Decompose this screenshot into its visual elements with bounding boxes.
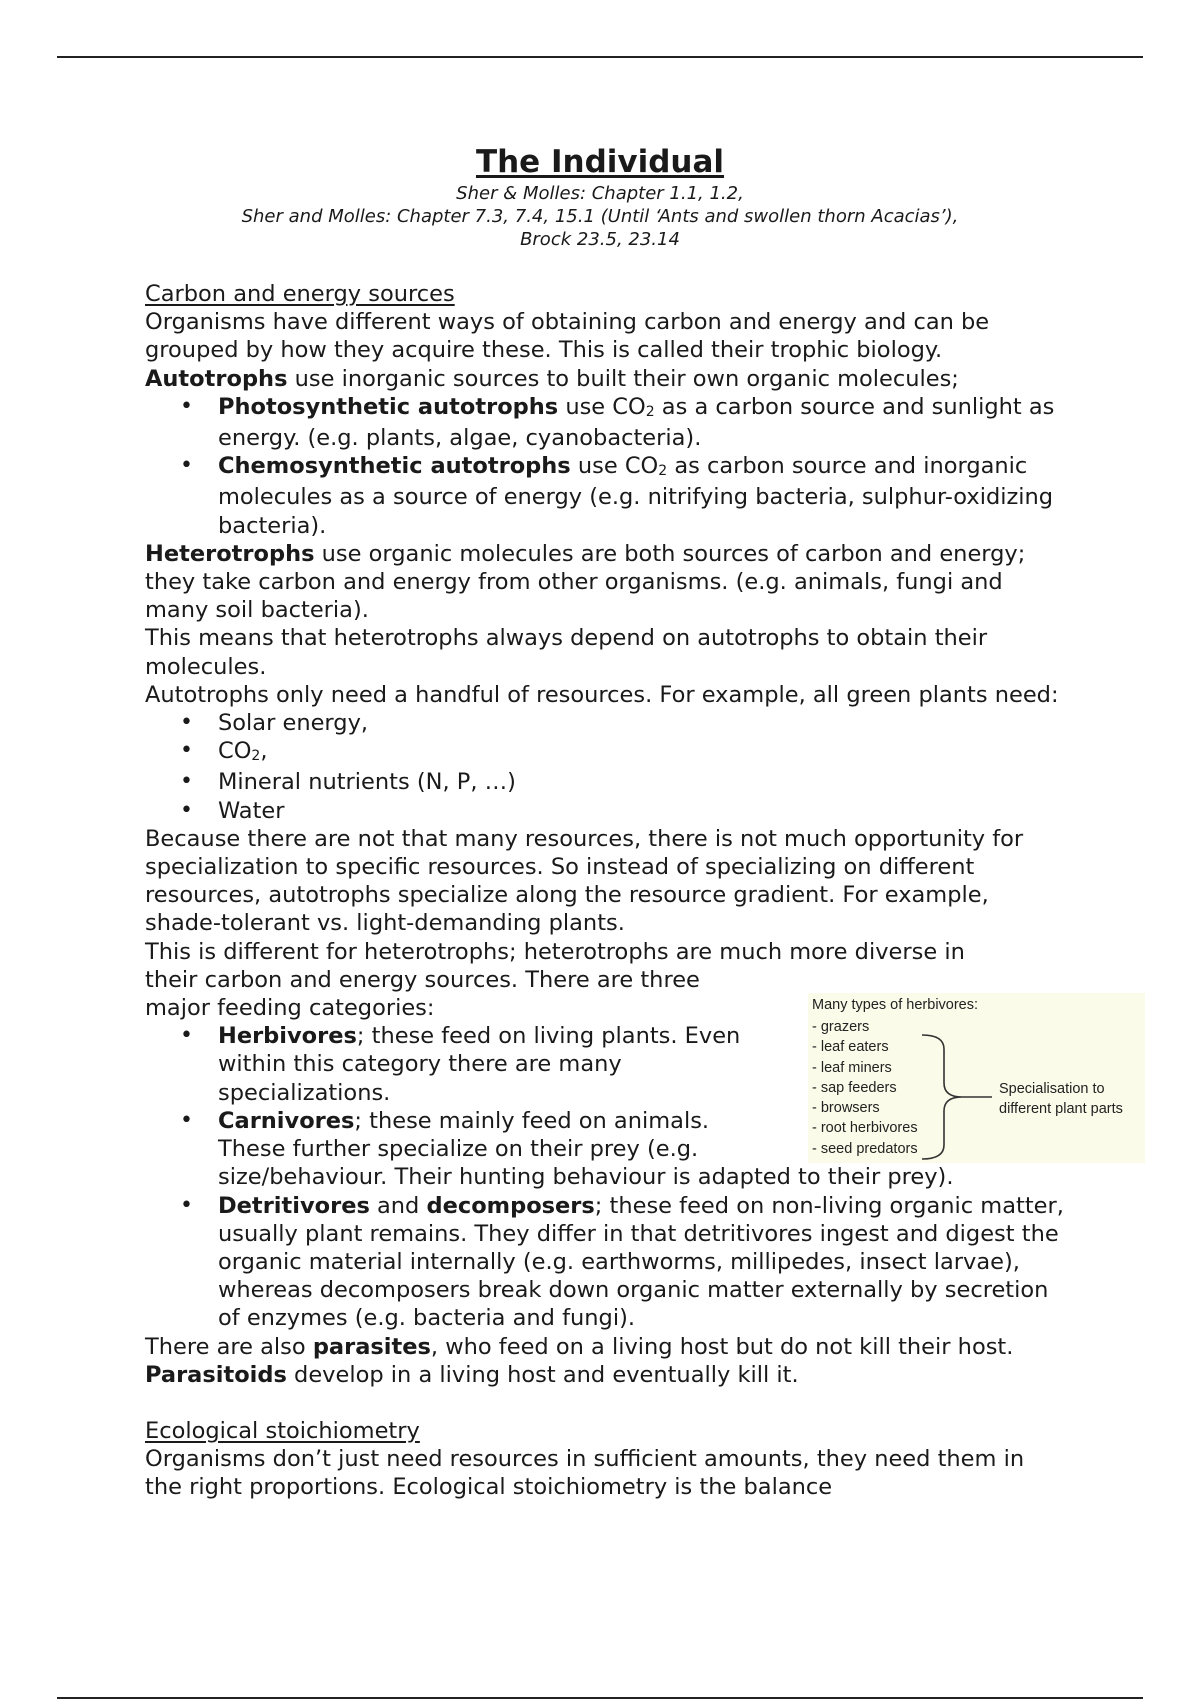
specialization-paragraph: Because there are not that many resources, there is not much opportunity for specialization to specific resources. So instead of specializing on different resources, autotrophs specialize along the resource gradient. For example, shade-tolerant vs. light-demanding plants. xyxy=(145,825,1024,937)
figure-item: - browsers xyxy=(812,1100,880,1117)
list-item: • Mineral nutrients (N, P, …) xyxy=(218,768,1065,796)
heterotrophs-paragraph xyxy=(145,540,1065,625)
herbivores-text: ; these feed on living plants. Even within this category there are many specializations. xyxy=(218,1023,741,1106)
plant-needs-list xyxy=(145,709,1065,825)
figure-label-line: different plant parts xyxy=(999,1101,1123,1117)
parasitoids-term: Parasitoids xyxy=(145,1361,287,1388)
figure-label xyxy=(999,1079,1123,1119)
figure-item: - root herbivores xyxy=(812,1120,918,1137)
figure-item: - seed predators xyxy=(812,1140,918,1157)
herbivore-types-figure xyxy=(808,993,1145,1163)
carnivores-text: size/behaviour. Their hunting behaviour is adapted to their prey). xyxy=(218,1164,954,1191)
title-block xyxy=(145,144,1055,251)
parasites-text: , who feed on a living host but do not kill their host. xyxy=(430,1333,1014,1360)
diverse-paragraph-cont: their carbon and energy sources. There are three major feeding categories: xyxy=(145,966,700,1022)
photosynthetic-text: as a carbon source and sunlight as energy. (e.g. plants, algae, cyanobacteria). xyxy=(218,393,1055,452)
autotrophs-term: Autotrophs xyxy=(145,365,288,392)
decomposers-term: decomposers xyxy=(426,1192,595,1219)
list-item xyxy=(218,1022,778,1107)
page-title: The Individual xyxy=(475,144,725,180)
document-body xyxy=(145,280,1065,1502)
co2-text: CO xyxy=(218,738,252,765)
parasitoids-text: develop in a living host and eventually kill it. xyxy=(286,1361,799,1388)
figure-item: - grazers xyxy=(812,1019,870,1035)
figure-label-line: Specialisation to xyxy=(999,1081,1105,1097)
handful-paragraph: Autotrophs only need a handful of resources. For example, all green plants need: xyxy=(145,681,1059,708)
list-item xyxy=(218,452,1065,540)
autotroph-types-list xyxy=(145,393,1065,540)
chemosynthetic-text: use CO xyxy=(570,453,659,480)
and-text: and xyxy=(369,1192,427,1219)
list-item: • Water xyxy=(218,797,1065,825)
list-item xyxy=(218,1192,1065,1333)
list-item xyxy=(218,737,1065,768)
figure-list xyxy=(812,1017,918,1159)
herbivores-term: Herbivores xyxy=(218,1023,357,1050)
photosynthetic-text: use CO xyxy=(558,393,646,420)
chemosynthetic-term: Chemosynthetic autotrophs xyxy=(218,453,571,480)
carnivores-term: Carnivores xyxy=(218,1107,355,1134)
top-rule xyxy=(57,56,1143,58)
autotrophs-paragraph xyxy=(145,365,1065,393)
list-item: • Solar energy, xyxy=(218,709,1065,737)
subscript: 2 xyxy=(251,748,261,765)
figure-title: Many types of herbivores: xyxy=(812,997,979,1013)
intro-paragraph: Organisms have different ways of obtaining carbon and energy and can be grouped by how they acquire these. This is called their trophic biology. xyxy=(145,309,990,364)
figure-item: - leaf miners xyxy=(812,1059,892,1076)
reference-line: Sher & Molles: Chapter 1.1, 1.2, xyxy=(456,183,744,204)
section-heading-stoichiometry: Ecological stoichiometry xyxy=(145,1417,420,1444)
figure-item: - leaf eaters xyxy=(812,1039,889,1056)
heterotrophs-term: Heterotrophs xyxy=(145,540,315,567)
curly-brace-icon xyxy=(916,1033,996,1161)
section-gap xyxy=(145,1389,1065,1417)
detritivores-text: ; these feed on non-living organic matter, usually plant remains. They differ in that detritivores ingest and digest the organic material internally (e.g. earthworms, millipedes, insect larvae), whereas decomposers break down organic matter externally by secretion of enzymes (e.g. bacteria and fungi). xyxy=(218,1192,1064,1332)
photosynthetic-term: Photosynthetic autotrophs xyxy=(218,393,559,420)
list-item xyxy=(218,393,1065,452)
reference-line: Brock 23.5, 23.14 xyxy=(520,229,680,250)
detritivores-term: Detritivores xyxy=(218,1192,370,1219)
parasites-term: parasites xyxy=(312,1333,431,1360)
reference-line: Sher and Molles: Chapter 7.3, 7.4, 15.1 (Until ‘Ants and swollen thorn Acacias’), xyxy=(241,206,959,227)
chemosynthetic-text: as carbon source and inorganic molecules as a source of energy (e.g. nitrifying bacteria, sulphur-oxidizing bacteria). xyxy=(218,453,1054,539)
figure-item: - sap feeders xyxy=(812,1079,897,1096)
autotrophs-text: use inorganic sources to built their own organic molecules; xyxy=(287,365,959,392)
heterotrophs-text: use organic molecules are both sources of carbon and energy; they take carbon and energy from other organisms. (e.g. animals, fungi and many soil bacteria). xyxy=(145,540,1026,624)
bottom-rule xyxy=(57,1697,1143,1699)
depend-paragraph: This means that heterotrophs always depend on autotrophs to obtain their molecules. xyxy=(145,625,988,680)
co2-suffix: , xyxy=(260,738,268,765)
section-heading-carbon-energy: Carbon and energy sources xyxy=(145,281,455,307)
subscript: 2 xyxy=(645,403,655,420)
stoichiometry-paragraph: Organisms don’t just need resources in sufficient amounts, they need them in the right proportions. Ecological stoichiometry is the balance xyxy=(145,1446,1025,1501)
parasites-paragraph xyxy=(145,1333,1065,1389)
carnivores-text: ; these mainly feed on animals. These further specialize on their prey (e.g. xyxy=(218,1107,710,1163)
diverse-paragraph: This is different for heterotrophs; heterotrophs are much more diverse in xyxy=(145,938,965,965)
parasites-text: There are also xyxy=(145,1333,313,1360)
subscript: 2 xyxy=(658,463,668,480)
